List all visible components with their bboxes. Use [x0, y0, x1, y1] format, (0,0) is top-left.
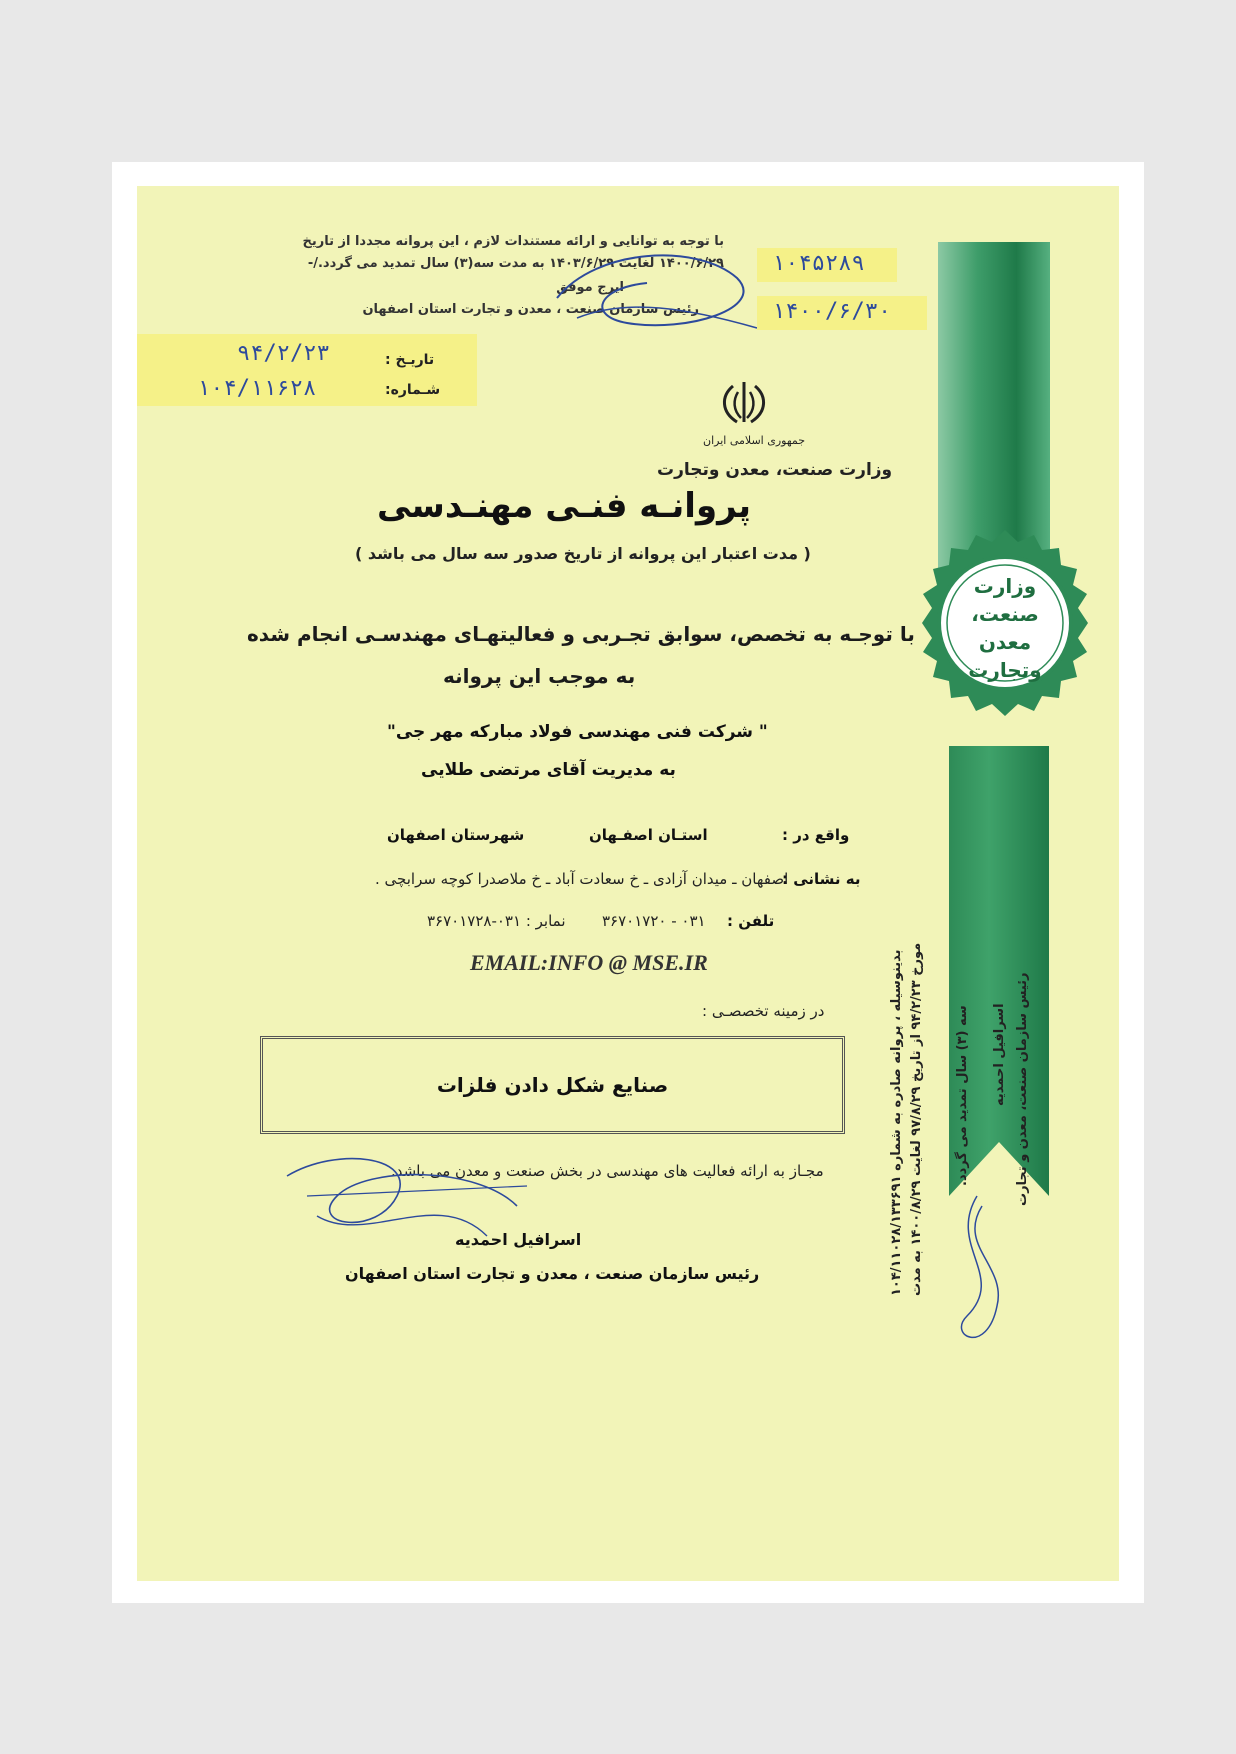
location-province: استـان اصفـهان: [589, 826, 708, 844]
handwritten-number: ۱۰۴/۱۱۶۲۸: [197, 376, 317, 401]
seal-line-1: وزارت: [973, 574, 1037, 598]
emblem-country: جمهوری اسلامی ایران: [703, 434, 806, 447]
phone-label: تلفن :: [727, 912, 775, 930]
side-note-line-3: سه (۳) سال تمدید می گردد.: [955, 1005, 970, 1186]
number-label: شـماره:: [385, 382, 441, 398]
signer-title: رئیس سازمان صنعت ، معدن و تجارت استان اصفهان: [345, 1264, 760, 1283]
phone-value: ۰۳۱ - ۳۶۷۰۱۷۲۰: [602, 912, 706, 930]
renewal-signer-title: رئیس سازمان صنعت ، معدن و تجارت استان اصفهان: [362, 302, 699, 317]
seal-line-2: صنعت، معدن: [971, 602, 1039, 654]
seal-line-3: وتجارت: [968, 658, 1042, 682]
location-city: شهرستان اصفهان: [387, 826, 525, 844]
certificate-paper: [137, 186, 1119, 1581]
company-name: " شرکت فنی مهندسی فولاد مبارکه مهر جی": [387, 722, 768, 742]
signer-name: اسرافیل احمدیه: [455, 1230, 582, 1249]
field-value: صنایع شکل دادن فلزات: [436, 1073, 669, 1097]
side-note-line-4: اسرافیل احمدیه: [992, 1003, 1007, 1106]
side-signature: [937, 1186, 1017, 1366]
address-value: اصفهان ـ میدان آزادی ـ خ سعادت آباد ـ خ ملاصدرا کوچه سرابچی .: [375, 870, 789, 888]
handwritten-date: ۹۴/۲/۲۳: [237, 341, 330, 366]
fax-value: نمابر : ۰۳۱-۳۶۷۰۱۷۲۸: [427, 912, 566, 930]
iran-emblem-icon: [719, 378, 769, 426]
handwritten-top-number: ۱۰۴۵۲۸۹: [772, 251, 865, 276]
renewal-signer: ایرج موفق: [556, 280, 624, 295]
seal-text: [945, 572, 1065, 682]
certificate-title: پروانـه فنـی مهنـدسی: [377, 486, 752, 526]
permission-text: مجـاز به ارائه فعالیت های مهندسی در بخش صنعت و معدن می باشد.: [391, 1162, 824, 1180]
side-note-line-5: رئیس سازمان صنعت، معدن و تجارت: [1015, 972, 1030, 1206]
renewal-line-2: ۱۴۰۰/۶/۲۹ لغایت ۱۴۰۳/۶/۲۹ به مدت سه(۳) سال تمدید می گردد./-: [307, 256, 724, 271]
company-manager: به مدیریت آقای مرتضی طلایی: [421, 760, 676, 780]
ministry-name: وزارت صنعت، معدن وتجارت: [657, 460, 893, 480]
field-label: در زمینه تخصصـی :: [702, 1002, 825, 1020]
date-label: تاریـخ :: [385, 352, 435, 368]
certificate-subtitle: ( مدت اعتبار این پروانه از تاریخ صدور سه سال می باشد ): [355, 544, 811, 563]
lead-line-2: به موجب این پروانه: [443, 664, 636, 688]
location-label: واقع در :: [782, 826, 850, 844]
renewal-signature: [537, 238, 777, 338]
email-value: EMAIL:INFO @ MSE.IR: [470, 950, 708, 975]
side-note-line-1: بدینوسیله ، پروانه صادره به شماره ۱۰۴/۱۱۰۲۸/۱۳۳۶۹۱: [889, 949, 904, 1296]
handwritten-top-date: ۱۴۰۰/۶/۳۰: [772, 299, 892, 324]
renewal-line-1: با توجه به توانایی و ارائه مستندات لازم ، این پروانه مجددا از تاریخ: [302, 234, 724, 249]
field-box: [260, 1036, 845, 1134]
address-label: به نشانی :: [782, 870, 861, 888]
lead-line-1: با توجـه به تخصص، سوابق تجـربی و فعالیتهـای مهندسـی انجام شده: [247, 622, 915, 646]
side-note-line-2: مورخ ۹۴/۲/۲۳ از تاریخ ۹۷/۸/۲۹ لغایت ۱۴۰۰/۸/۲۹ به مدت: [909, 942, 924, 1296]
